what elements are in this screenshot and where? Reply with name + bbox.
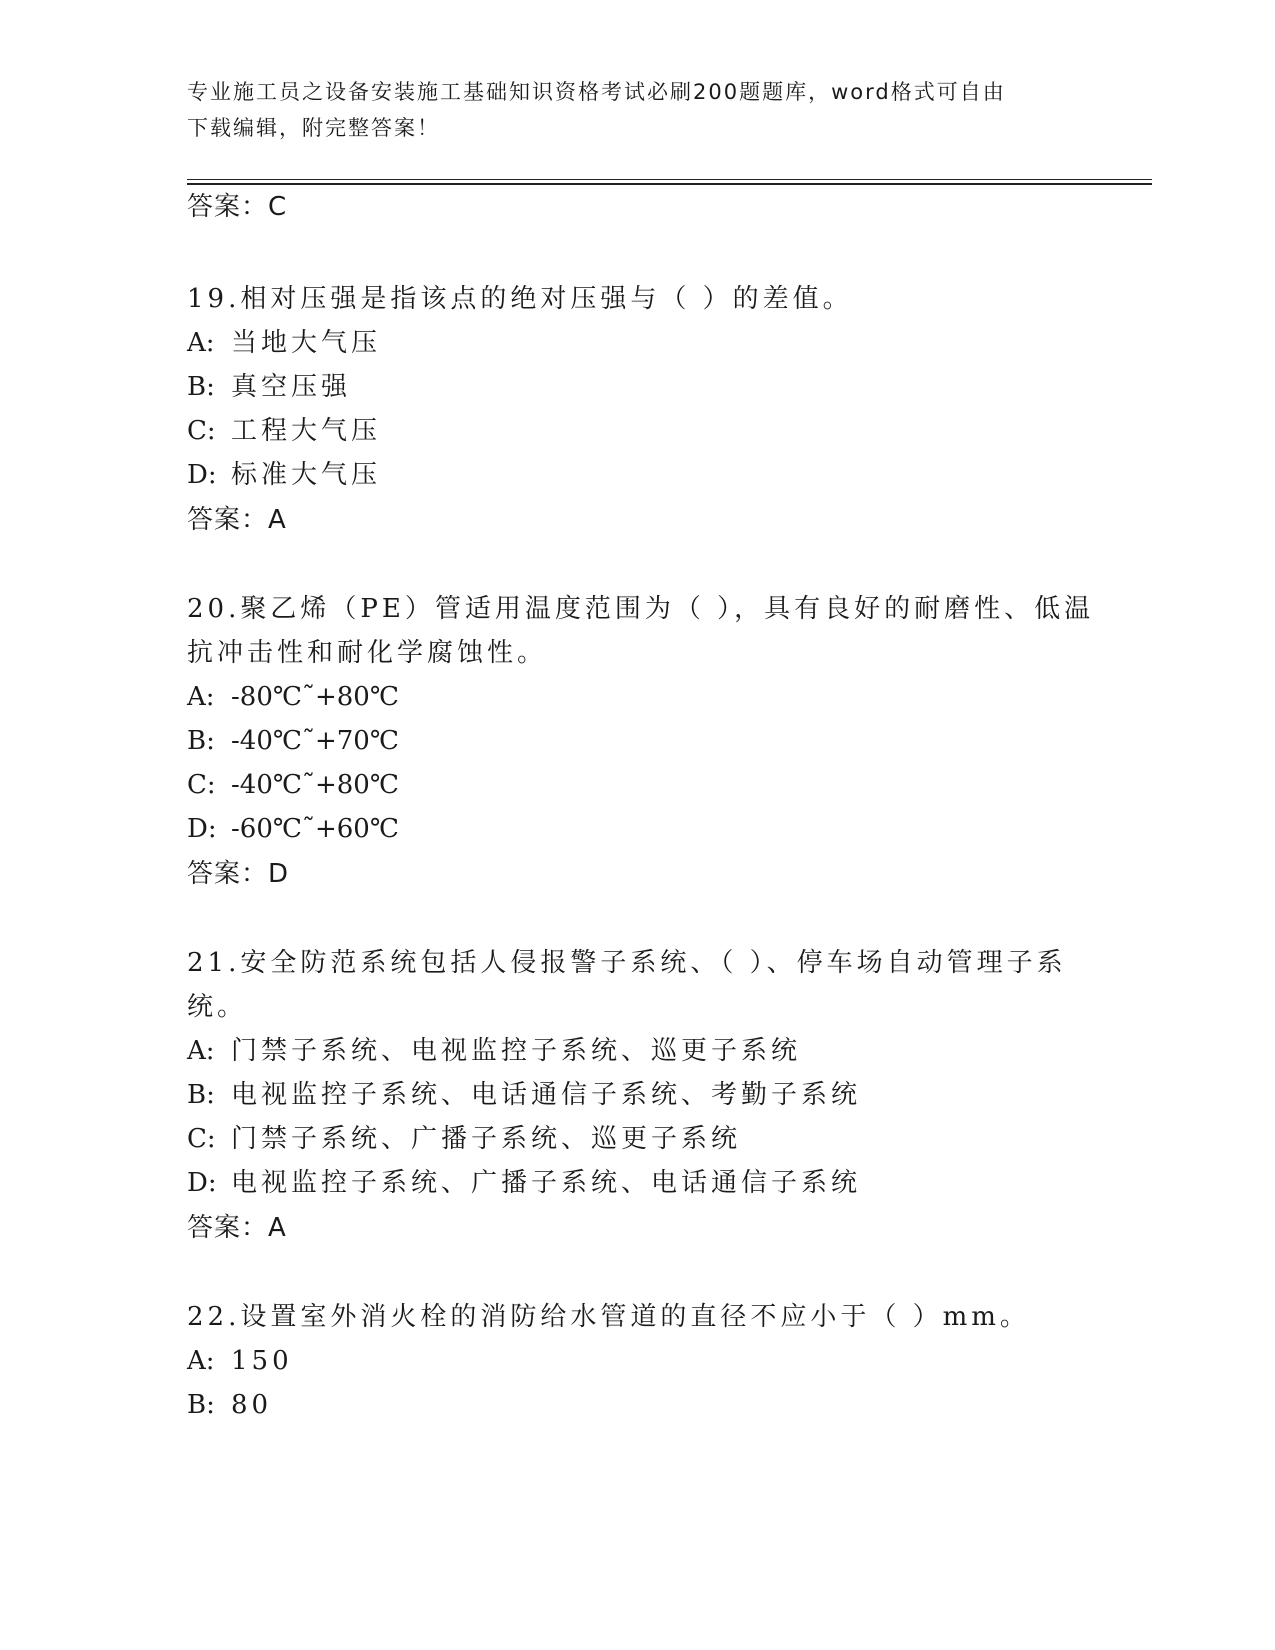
option-text: -80℃˜+80℃	[231, 682, 399, 712]
question-21-option-d	[187, 1166, 1087, 1200]
option-label: C:	[187, 1124, 216, 1154]
header-divider-thin	[187, 179, 1152, 180]
question-20-option-d	[187, 812, 1087, 846]
option-label: A:	[187, 1346, 215, 1376]
question-22-stem: 22.设置室外消火栓的消防给水管道的直径不应小于（ ）mm。	[187, 1302, 1030, 1332]
header-divider-thick	[187, 183, 1152, 185]
answer-value: A	[268, 505, 287, 535]
option-text: 电视监控子系统、广播子系统、电话通信子系统	[231, 1168, 862, 1198]
option-text: -40℃˜+80℃	[231, 770, 399, 800]
option-label: D:	[187, 1168, 217, 1198]
question-20-option-a	[187, 680, 1087, 714]
option-label: D:	[187, 460, 217, 490]
question-21-answer	[187, 1211, 287, 1245]
document-header	[187, 74, 1067, 146]
question-19-option-b	[187, 370, 1087, 404]
answer-label: 答案：	[187, 192, 269, 222]
question-20-option-b	[187, 724, 1087, 758]
answer-label: 答案：	[187, 505, 269, 535]
option-label: B:	[187, 372, 215, 402]
option-text: 当地大气压	[231, 328, 382, 358]
answer-value: D	[268, 859, 290, 889]
question-21-stem-line-1: 21.安全防范系统包括人侵报警子系统、（ ）、停车场自动管理子系	[187, 948, 1067, 978]
option-text: 电视监控子系统、电话通信子系统、考勤子系统	[231, 1080, 862, 1110]
question-19-answer	[187, 503, 287, 537]
question-21-option-a	[187, 1034, 1087, 1068]
answer-label: 答案：	[187, 859, 269, 889]
question-21-option-b	[187, 1078, 1087, 1112]
option-text: 门禁子系统、电视监控子系统、巡更子系统	[231, 1036, 802, 1066]
answer-value: C	[268, 192, 288, 222]
option-text: 80	[231, 1390, 273, 1420]
question-19-option-a	[187, 326, 1087, 360]
answer-label: 答案：	[187, 1213, 269, 1243]
question-19-stem: 19.相对压强是指该点的绝对压强与（ ）的差值。	[187, 284, 853, 314]
question-19-option-c	[187, 414, 1087, 448]
option-label: C:	[187, 770, 216, 800]
option-label: B:	[187, 1080, 215, 1110]
question-22-option-a	[187, 1344, 1087, 1378]
option-label: A:	[187, 682, 215, 712]
question-21-option-c	[187, 1122, 1087, 1156]
option-label: D:	[187, 814, 217, 844]
answer-value: A	[268, 1213, 287, 1243]
header-line-1: 专业施工员之设备安装施工基础知识资格考试必刷200题题库，word格式可自由	[187, 80, 1006, 104]
question-20-stem-line-1: 20.聚乙烯（PE）管适用温度范围为（ ），具有良好的耐磨性、低温	[187, 594, 1095, 624]
option-label: C:	[187, 416, 216, 446]
option-text: 工程大气压	[231, 416, 382, 446]
question-19-option-d	[187, 458, 1087, 492]
option-text: -60℃˜+60℃	[231, 814, 399, 844]
question-20-option-c	[187, 768, 1087, 802]
option-text: 真空压强	[231, 372, 352, 402]
option-label: B:	[187, 726, 215, 756]
option-text: -40℃˜+70℃	[231, 726, 399, 756]
option-text: 门禁子系统、广播子系统、巡更子系统	[231, 1124, 742, 1154]
option-label: A:	[187, 328, 215, 358]
option-label: B:	[187, 1390, 215, 1420]
option-text: 标准大气压	[231, 460, 382, 490]
question-22-option-b	[187, 1388, 1087, 1422]
option-text: 150	[231, 1346, 293, 1376]
question-20-answer	[187, 857, 289, 891]
question-20-stem-line-2: 抗冲击性和耐化学腐蚀性。	[187, 638, 548, 668]
answer-line-prev	[187, 190, 287, 224]
question-21-stem-line-2: 统。	[187, 992, 248, 1022]
option-label: A:	[187, 1036, 215, 1066]
header-line-2: 下载编辑，附完整答案！	[187, 116, 440, 140]
